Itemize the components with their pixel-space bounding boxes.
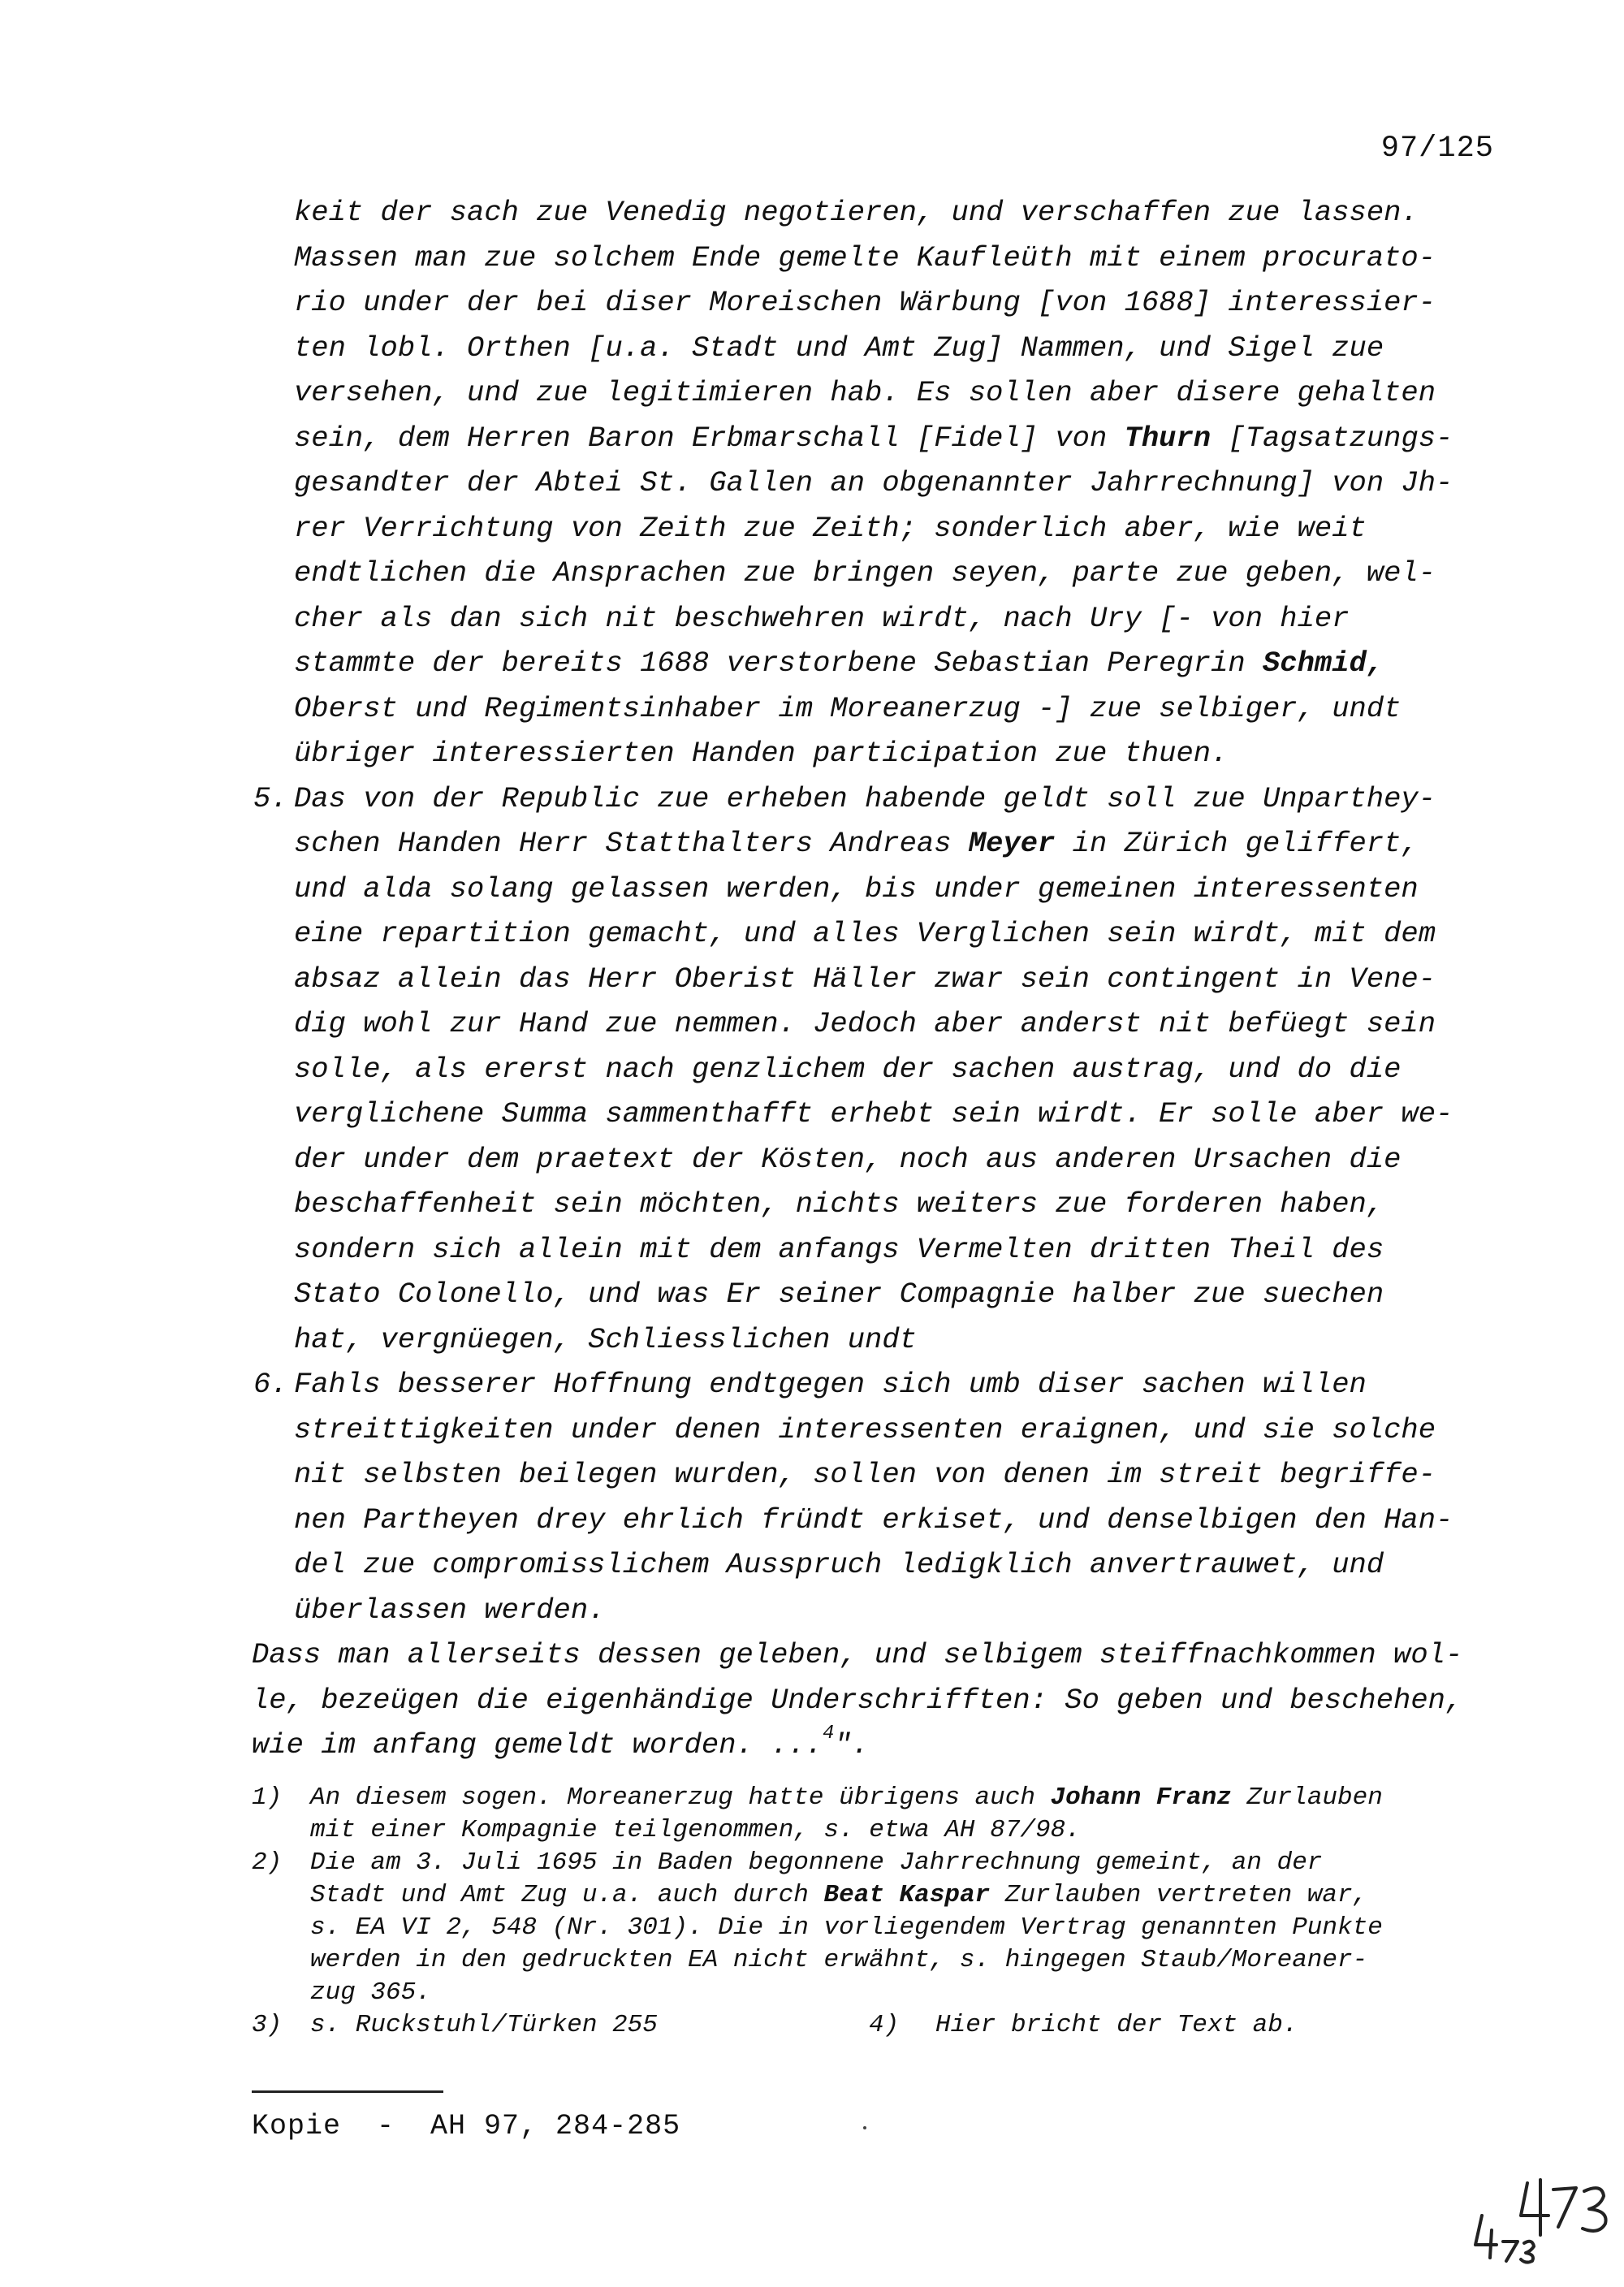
name-schmid: Schmid, <box>1263 646 1384 680</box>
text-line: keit der sach zue Venedig negotieren, und verschaffen zue lassen. <box>294 196 1419 229</box>
footnote-2 <box>252 1847 1510 2009</box>
text-line: überlassen werden. <box>294 1593 606 1627</box>
text-line: übriger interessierten Handen participation zue thuen. <box>294 737 1229 770</box>
footnote-4-text: Hier bricht der Text ab. <box>935 2011 1298 2039</box>
name-beat-kaspar: Beat Kaspar <box>823 1881 991 1909</box>
text-line: der under dem praetext der Kösten, noch aus anderen Ursachen die <box>294 1142 1402 1176</box>
text-line: Massen man zue solchem Ende gemelte Kaufleüth mit einem procurato- <box>294 240 1436 275</box>
text-segment: ". <box>834 1728 870 1762</box>
handwritten-page-number <box>1474 2177 1620 2266</box>
text-segment: schen Handen Herr Statthalters Andreas <box>294 827 969 860</box>
text-line <box>244 776 1510 822</box>
text-line: versehen, und zue legitimieren hab. Es sollen aber disere gehalten <box>294 376 1436 409</box>
footnote-number: 1) <box>252 1783 283 1812</box>
text-line: nen Partheyen drey ehrlich fründt erkiset, und denselbigen den Han- <box>294 1502 1453 1537</box>
name-meyer: Meyer <box>968 827 1056 860</box>
text-line <box>244 416 1510 461</box>
text-line: Oberst und Regimentsinhaber im Moreanerzug -] zue selbiger, undt <box>294 691 1402 725</box>
text-line: gesandter der Abtei St. Gallen an obgenannter Jahrrechnung] von Jh- <box>294 466 1453 499</box>
text-line: beschaffenheit sein möchten, nichts weiters zue forderen haben, <box>294 1187 1384 1221</box>
text-segment: Fahls besserer Hoffnung endtgegen sich umb diser sachen willen <box>294 1368 1367 1401</box>
footnote-line <box>310 1782 1510 1814</box>
name-thurn: Thurn <box>1124 421 1212 455</box>
footnote-1 <box>252 1782 1510 1847</box>
footnote-line: mit einer Kompagnie teilgenommen, s. etwa AH 87/98. <box>310 1816 1081 1844</box>
item-number-5: 5. <box>253 781 288 815</box>
text-line: streittigkeiten under denen interessenten eraignen, und sie solche <box>294 1412 1436 1446</box>
text-line: del zue compromisslichem Ausspruch ledigklich anvertrauwet, und <box>294 1548 1384 1581</box>
footnotes-3-4 <box>252 2009 1510 2042</box>
document-body <box>244 190 1510 1768</box>
footnote-ref-4: 4 <box>823 1723 835 1744</box>
footnotes <box>252 1782 1510 2042</box>
text-line: und alda solang gelassen werden, bis under gemeinen interessenten <box>294 871 1419 906</box>
footnote-number: 2) <box>252 1848 283 1877</box>
text-segment: Zurlauben vertreten war, <box>990 1881 1368 1909</box>
scan-speck <box>863 2126 866 2129</box>
text-segment: An diesem sogen. Moreanerzug hatte übrigens auch <box>310 1783 1051 1812</box>
text-line: solle, als ererst nach genzlichem der sachen austrag, und do die <box>294 1052 1402 1086</box>
footnote-line: s. EA VI 2, 548 (Nr. 301). Die in vorliegendem Vertrag genannten Punkte <box>310 1913 1383 1942</box>
text-line <box>244 641 1510 686</box>
footnote-number: 3) <box>252 2011 283 2039</box>
text-segment: [Tagsatzungs- <box>1211 421 1453 455</box>
item-number-6: 6. <box>253 1368 288 1401</box>
text-line: absaz allein das Herr Oberist Häller zwar sein contingent in Vene- <box>294 962 1436 996</box>
text-segment: Das von der Republic zue erheben habende geldt soll zue Unparthey- <box>294 781 1436 815</box>
text-segment: Stadt und Amt Zug u.a. auch durch <box>310 1881 824 1909</box>
source-reference: Kopie - AH 97, 284-285 <box>252 2110 681 2142</box>
text-line: rer Verrichtung von Zeith zue Zeith; sonderlich aber, wie weit <box>294 511 1367 545</box>
footnote-divider <box>252 2090 443 2093</box>
footnote-line: zug 365. <box>310 1978 431 2007</box>
text-segment: stammte der bereits 1688 verstorbene Sebastian Peregrin <box>294 646 1263 680</box>
name-johann-franz: Johann Franz <box>1050 1783 1232 1812</box>
text-line: cher als dan sich nit beschwehren wirdt, nach Ury [- von hier <box>294 601 1350 635</box>
text-line: rio under der bei diser Moreischen Wärbung [von 1688] interessier- <box>294 286 1436 319</box>
footnote-line: werden in den gedruckten EA nicht erwähnt, s. hingegen Staub/Moreaner- <box>310 1946 1368 1974</box>
text-line <box>244 821 1510 867</box>
footnote-line: Die am 3. Juli 1695 in Baden begonnene Jahrrechnung gemeint, an der <box>310 1848 1323 1877</box>
text-line: Stato Colonello, und was Er seiner Compagnie halber zue suechen <box>294 1278 1384 1311</box>
footnote-3-text: s. Ruckstuhl/Türken 255 <box>310 2011 658 2039</box>
text-line: nit selbsten beilegen wurden, sollen von denen im streit begriffe- <box>294 1458 1436 1491</box>
text-line: hat, vergnüegen, Schliesslichen undt <box>294 1322 917 1356</box>
text-line: verglichene Summa sammenthafft erhebt sein wirdt. Er solle aber we- <box>294 1097 1453 1131</box>
text-line: ten lobl. Orthen [u.a. Stadt und Amt Zug] Nammen, und Sigel zue <box>294 331 1384 365</box>
text-segment: wie im anfang gemeldt worden. ... <box>252 1728 823 1762</box>
footnote-number: 4) <box>869 2011 900 2039</box>
text-segment: in Zürich geliffert, <box>1055 827 1419 860</box>
text-line: le, bezeügen die eigenhändige Underschrifften: So geben und beschehen, <box>252 1683 1463 1717</box>
text-line: endtlichen die Ansprachen zue bringen seyen, parte zue geben, wel- <box>294 556 1436 590</box>
page-number: 97/125 <box>1380 132 1494 166</box>
text-segment: sein, dem Herren Baron Erbmarschall [Fidel] von <box>294 421 1125 455</box>
text-line: dig wohl zur Hand zue nemmen. Jedoch aber anderst nit befüegt sein <box>294 1007 1436 1040</box>
text-line: sondern sich allein mit dem anfangs Vermelten dritten Theil des <box>294 1232 1384 1266</box>
text-line: Dass man allerseits dessen geleben, und selbigem steiffnachkommen wol- <box>252 1638 1463 1671</box>
text-line <box>252 1723 1510 1768</box>
text-line <box>244 1362 1510 1407</box>
text-segment: Zurlauben <box>1231 1783 1383 1812</box>
text-line: eine repartition gemacht, und alles Verglichen sein wirdt, mit dem <box>294 917 1436 950</box>
footnote-line <box>310 1879 1510 1912</box>
